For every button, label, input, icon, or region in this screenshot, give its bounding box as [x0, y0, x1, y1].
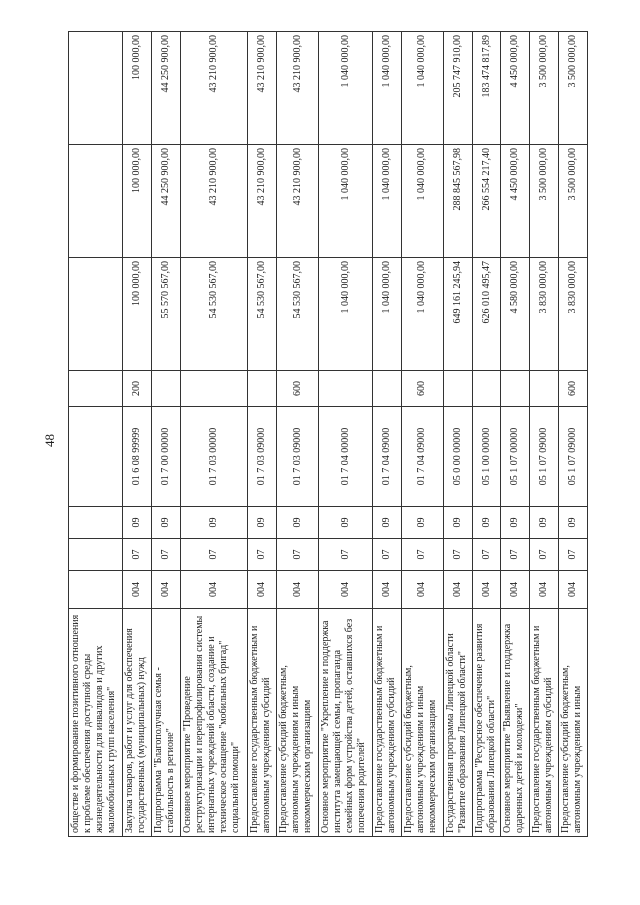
amount-year1: 1 040 000,00 — [318, 258, 372, 371]
table-row — [402, 32, 444, 837]
amount-year3: 3 500 000,00 — [530, 32, 559, 145]
row-name: Предоставление субсидий бюджетным, автономным учреждениям и иным некоммерческим организациям — [277, 609, 319, 837]
admin-code: 004 — [248, 571, 277, 609]
amount-year2: 44 250 900,00 — [152, 145, 181, 258]
subsection-code: 09 — [443, 507, 472, 539]
expense-type: 600 — [559, 371, 588, 407]
row-name: Предоставление государственным бюджетным и автономным учреждениям субсидий — [373, 609, 402, 837]
section-code: 07 — [181, 539, 248, 571]
amount-year2: 1 040 000,00 — [402, 145, 444, 258]
amount-year2: 1 040 000,00 — [373, 145, 402, 258]
target-article: 05 1 00 00000 — [472, 407, 501, 507]
amount-year1 — [69, 258, 123, 371]
amount-year1: 54 530 567,00 — [277, 258, 319, 371]
amount-year3: 43 210 900,00 — [277, 32, 319, 145]
expense-type — [501, 371, 530, 407]
table-row — [472, 32, 501, 837]
row-name: Основное мероприятие "Укрепление и поддержка института замещающей семьи, пропаганда семейных форм устройства детей, оставшихся без попечения родителей" — [318, 609, 372, 837]
table-row — [530, 32, 559, 837]
amount-year2: 1 040 000,00 — [318, 145, 372, 258]
target-article: 01 7 00 00000 — [152, 407, 181, 507]
section-code: 07 — [530, 539, 559, 571]
table-row — [181, 32, 248, 837]
row-name: Предоставление государственным бюджетным и автономным учреждениям субсидий — [248, 609, 277, 837]
table-row — [501, 32, 530, 837]
amount-year2 — [69, 145, 123, 258]
amount-year2: 4 450 000,00 — [501, 145, 530, 258]
expense-type — [181, 371, 248, 407]
amount-year1: 54 530 567,00 — [248, 258, 277, 371]
amount-year3: 100 000,00 — [123, 32, 152, 145]
subsection-code: 09 — [373, 507, 402, 539]
amount-year3: 3 500 000,00 — [559, 32, 588, 145]
expense-type: 200 — [123, 371, 152, 407]
expense-type — [152, 371, 181, 407]
amount-year1: 100 000,00 — [123, 258, 152, 371]
section-code: 07 — [318, 539, 372, 571]
section-code: 07 — [472, 539, 501, 571]
admin-code: 004 — [277, 571, 319, 609]
admin-code: 004 — [123, 571, 152, 609]
subsection-code: 09 — [530, 507, 559, 539]
admin-code: 004 — [152, 571, 181, 609]
table-row — [318, 32, 372, 837]
table-row — [69, 32, 123, 837]
amount-year1: 4 580 000,00 — [501, 258, 530, 371]
amount-year2: 266 554 217,40 — [472, 145, 501, 258]
page-number: 48 — [42, 434, 57, 447]
admin-code — [69, 571, 123, 609]
amount-year2: 288 845 567,98 — [443, 145, 472, 258]
admin-code: 004 — [402, 571, 444, 609]
expense-type — [472, 371, 501, 407]
row-name: Подпрограмма "Благополучная семья - стабильность в регионе" — [152, 609, 181, 837]
section-code: 07 — [501, 539, 530, 571]
row-name: Основное мероприятие "Выявление и поддержка одаренных детей и молодежи" — [501, 609, 530, 837]
section-code: 07 — [248, 539, 277, 571]
amount-year2: 100 000,00 — [123, 145, 152, 258]
admin-code: 004 — [181, 571, 248, 609]
target-article — [69, 407, 123, 507]
target-article: 01 7 04 09000 — [402, 407, 444, 507]
amount-year3: 1 040 000,00 — [402, 32, 444, 145]
target-article: 01 7 03 09000 — [277, 407, 319, 507]
expense-type — [69, 371, 123, 407]
admin-code: 004 — [472, 571, 501, 609]
subsection-code: 09 — [248, 507, 277, 539]
row-name: Государственная программа Липецкой области "Развитие образования Липецкой области" — [443, 609, 472, 837]
subsection-code: 09 — [318, 507, 372, 539]
amount-year2: 3 500 000,00 — [530, 145, 559, 258]
target-article: 01 7 03 09000 — [248, 407, 277, 507]
table-row — [123, 32, 152, 837]
section-code: 07 — [123, 539, 152, 571]
amount-year3: 1 040 000,00 — [318, 32, 372, 145]
target-article: 01 6 08 99999 — [123, 407, 152, 507]
amount-year2: 43 210 900,00 — [181, 145, 248, 258]
amount-year1: 626 010 495,47 — [472, 258, 501, 371]
row-name: Предоставление субсидий бюджетным, автономным учреждениям и иным некоммерческим организациям — [402, 609, 444, 837]
budget-table — [68, 31, 588, 837]
target-article: 05 1 07 09000 — [530, 407, 559, 507]
subsection-code: 09 — [181, 507, 248, 539]
amount-year1: 3 830 000,00 — [559, 258, 588, 371]
expense-type: 600 — [277, 371, 319, 407]
amount-year2: 43 210 900,00 — [277, 145, 319, 258]
section-code — [69, 539, 123, 571]
admin-code: 004 — [318, 571, 372, 609]
admin-code: 004 — [530, 571, 559, 609]
row-name: Предоставление субсидий бюджетным, автономным учреждениям и иным — [559, 609, 588, 837]
table-row — [248, 32, 277, 837]
subsection-code: 09 — [277, 507, 319, 539]
amount-year1: 649 161 245,94 — [443, 258, 472, 371]
amount-year3: 205 747 910,00 — [443, 32, 472, 145]
row-name: обществе и формирование позитивного отношения к проблеме обеспечения доступной среды жизнедеятельности для инвалидов и других маломобильных групп населения" — [69, 609, 123, 837]
amount-year3: 183 474 817,89 — [472, 32, 501, 145]
section-code: 07 — [277, 539, 319, 571]
amount-year1: 54 530 567,00 — [181, 258, 248, 371]
target-article: 01 7 03 00000 — [181, 407, 248, 507]
target-article: 05 1 07 09000 — [559, 407, 588, 507]
amount-year3: 4 450 000,00 — [501, 32, 530, 145]
subsection-code: 09 — [402, 507, 444, 539]
table-row — [277, 32, 319, 837]
admin-code: 004 — [501, 571, 530, 609]
amount-year3: 43 210 900,00 — [181, 32, 248, 145]
row-name: Предоставление государственным бюджетным и автономным учреждениям субсидий — [530, 609, 559, 837]
subsection-code — [69, 507, 123, 539]
subsection-code: 09 — [152, 507, 181, 539]
table-row — [152, 32, 181, 837]
expense-type — [318, 371, 372, 407]
section-code: 07 — [443, 539, 472, 571]
table-row — [443, 32, 472, 837]
subsection-code: 09 — [501, 507, 530, 539]
subsection-code: 09 — [559, 507, 588, 539]
amount-year3: 44 250 900,00 — [152, 32, 181, 145]
admin-code: 004 — [373, 571, 402, 609]
row-name: Закупка товаров, работ и услуг для обеспечения государственных (муниципальных) нужд — [123, 609, 152, 837]
target-article: 05 0 00 00000 — [443, 407, 472, 507]
amount-year1: 1 040 000,00 — [402, 258, 444, 371]
amount-year2: 43 210 900,00 — [248, 145, 277, 258]
amount-year2: 3 500 000,00 — [559, 145, 588, 258]
expense-type — [530, 371, 559, 407]
budget-table-sheet — [68, 32, 588, 837]
amount-year3: 43 210 900,00 — [248, 32, 277, 145]
subsection-code: 09 — [472, 507, 501, 539]
expense-type — [248, 371, 277, 407]
row-name: Основное мероприятие "Проведение реструктуризации и перепрофилирования системы интернатных учреждений области, создание и техническое оснащение "мобильных бригад" социальной помощи" — [181, 609, 248, 837]
section-code: 07 — [373, 539, 402, 571]
target-article: 05 1 07 00000 — [501, 407, 530, 507]
section-code: 07 — [152, 539, 181, 571]
table-row — [559, 32, 588, 837]
expense-type — [373, 371, 402, 407]
admin-code: 004 — [443, 571, 472, 609]
amount-year1: 3 830 000,00 — [530, 258, 559, 371]
subsection-code: 09 — [123, 507, 152, 539]
expense-type — [443, 371, 472, 407]
table-row — [373, 32, 402, 837]
amount-year3 — [69, 32, 123, 145]
amount-year1: 1 040 000,00 — [373, 258, 402, 371]
target-article: 01 7 04 00000 — [318, 407, 372, 507]
amount-year1: 55 570 567,00 — [152, 258, 181, 371]
target-article: 01 7 04 09000 — [373, 407, 402, 507]
expense-type: 600 — [402, 371, 444, 407]
section-code: 07 — [402, 539, 444, 571]
row-name: Подпрограмма "Ресурсное обеспечение развития образования Липецкой области" — [472, 609, 501, 837]
section-code: 07 — [559, 539, 588, 571]
admin-code: 004 — [559, 571, 588, 609]
amount-year3: 1 040 000,00 — [373, 32, 402, 145]
